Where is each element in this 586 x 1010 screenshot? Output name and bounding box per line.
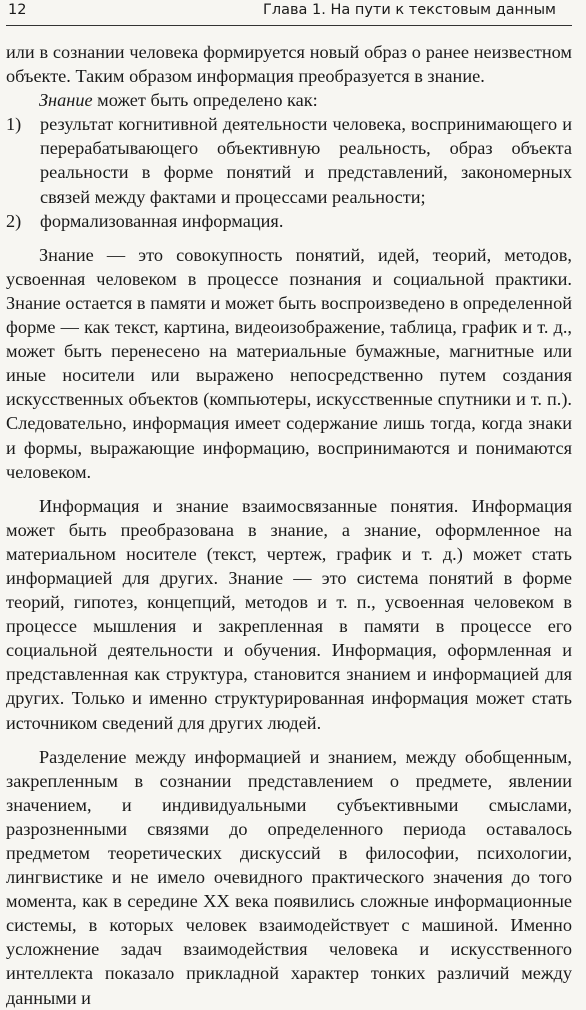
page-body	[6, 40, 572, 1010]
paragraph-2	[6, 88, 572, 112]
term-knowledge: Знание	[39, 90, 93, 111]
list-item-text: формализованная информация.	[40, 210, 284, 231]
page-number: 12	[8, 2, 27, 18]
paragraph-3: Знание — это совокупность понятий, идей, теорий, методов, усвоенная человеком в процессе познания и социальной практики. Знание остается в памяти и может быть воспроизведено в определенной форме — как текст, картина, видеоизображение, таблица, график и т. д., может быть перенесено на материальные бумажные, магнитные или иные носители или выражено непосредственно путем создания искусственных объектов (компьютеры, искусственные спутники и т. п.). Следовательно, информация имеет содержание лишь тогда, когда знаки и формы, выражающие информацию, воспринимаются и понимаются человеком.	[6, 244, 572, 482]
list-item	[6, 112, 572, 208]
chapter-title: Глава 1. На пути к текстовым данным	[262, 2, 556, 18]
paragraph-1: или в сознании человека формируется новый образ о ранее неизвестном объекте. Таким образом информация преобразуется в знание.	[6, 42, 572, 87]
paragraph-4: Информация и знание взаимосвязанные понятия. Информация может быть преобразована в знание, а знание, оформленное на материальном носителе (текст, чертеж, график и т. д.) может стать информацией для других. Знание — это система понятий в форме теорий, гипотез, концепций, методов и т. п., усвоенная человеком в процессе мышления и закрепленная в памяти в процессе его социальной деятельности и обучения. Информация, оформленная и представленная как структура, становится знанием и информацией для других. Только и именно структурированная информация может стать источником сведений для других людей.	[6, 495, 572, 733]
list-item-text: результат когнитивной деятельности человека, воспринимающего и перерабатывающего объективную реальность, образ объекта реальности в форме понятий и представлений, закономерных связей между фактами и процессами реальности;	[40, 114, 572, 207]
paragraph-5: Разделение между информацией и знанием, между обобщенным, закрепленным в сознании представлением о предмете, явлении значением, и индивидуальными субъективными смыслами, разрозненными связями до определенного периода оставалось предметом теоретических дискуссий в философии, психологии, лингвистике и не имело очевидного практического значения до того момента, как в середине XX века появились сложные информационные системы, в которых человек взаимодействует с машиной. Именно усложнение задач взаимодействия человека и искусственного интеллекта показало прикладной характер тонких различий между данными и	[6, 746, 572, 1008]
list-item-number: 1)	[6, 114, 22, 135]
list-item	[6, 209, 572, 233]
list-item-number: 2)	[6, 210, 22, 231]
paragraph-2-text: может быть определено как:	[92, 90, 318, 111]
running-header	[6, 0, 572, 26]
definition-list	[6, 112, 572, 232]
